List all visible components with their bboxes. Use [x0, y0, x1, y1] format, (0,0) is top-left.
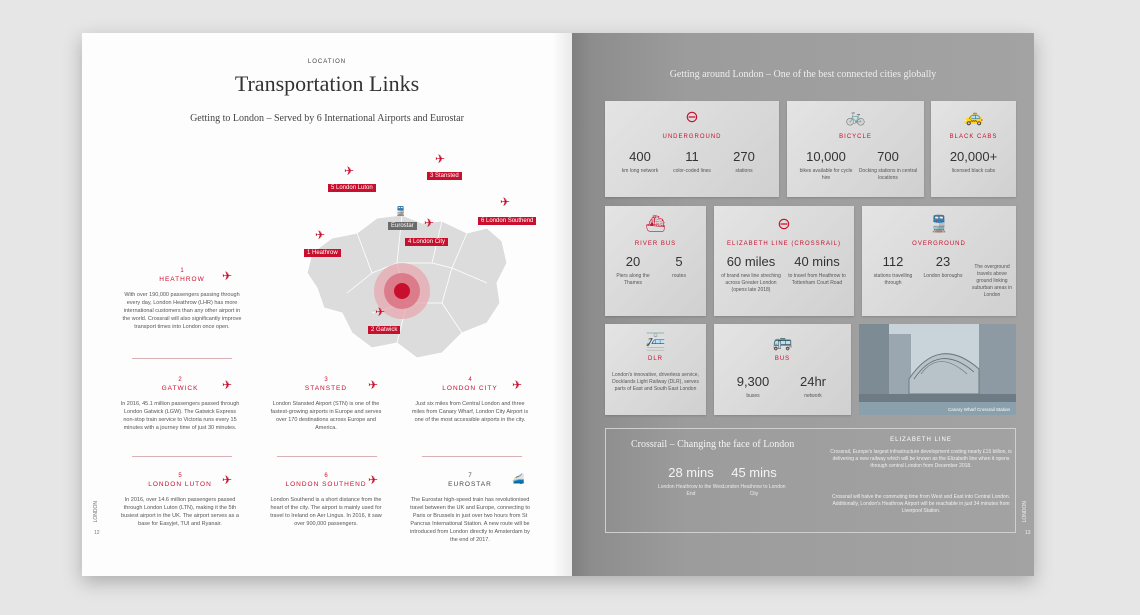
station-photo — [859, 324, 1016, 415]
stat: 10,000 bikes available for cycle hire — [799, 149, 853, 181]
plane-icon: ✈ — [315, 228, 326, 242]
page-title: Transportation Links — [234, 71, 420, 96]
airport-london-southend: 6 LONDON SOUTHEND London Southend is a short distance from the heart of the city. The airport is mainly used for travel to Ireland on Aer Lingus. In 2016, it saw over 900,000 passengers. — [270, 473, 382, 527]
eurostar: 7 EUROSTAR The Eurostar high-speed train has revolutionised travel between the UK and Europe, connecting to Paris or Brussels in just over two hours from St Pancras International Station. A new route will be introduced from London directly to Amsterdam by the end of 2017. — [410, 473, 530, 543]
train-icon: 🚄 — [512, 474, 525, 485]
photo-caption: Canary Wharf Crossrail Station — [947, 407, 1010, 412]
stat: 40 mins to travel from Heathrow to Tottenham Court Road — [788, 254, 846, 286]
canary-wharf-station-image — [859, 324, 1016, 415]
right-title: Getting around London – One of the best connected cities globally — [669, 69, 937, 80]
plane-icon: ✈ — [222, 378, 233, 392]
train-icon: 🚆 — [929, 216, 949, 233]
stat: 23 London boroughs — [923, 254, 963, 279]
page-number: 12 — [94, 530, 100, 536]
map-tag-stansted: 3 Stansted — [427, 172, 462, 180]
stat: 20,000+ licensed black cabs — [949, 149, 998, 174]
map-tag-heathrow: 1 Heathrow — [304, 249, 341, 257]
card-black-cabs: 🚕 BLACK CABS 20,000+ licensed black cabs — [931, 101, 1016, 197]
dlr-text: London's innovative, driverless service, Docklands Light Railway (DLR), serves parts of East and South East London — [612, 372, 699, 392]
bus-icon: 🚌 — [772, 334, 793, 351]
side-tab: LONDON — [93, 501, 99, 523]
right-page — [572, 33, 1034, 576]
stat: 5 routes — [672, 254, 686, 279]
stat: 45 mins London Heathrow to London City — [722, 465, 786, 497]
card-bus: 🚌 BUS 9,300 buses 24hr network — [714, 324, 851, 415]
airport-london-city: 4 LONDON CITY Just six miles from Central London and three miles from Canary Wharf, London City Airport is one of the most accessible airports in the city. — [411, 377, 529, 423]
taxi-icon: 🚕 — [963, 109, 984, 126]
dlr-train-icon: 🚈 — [645, 334, 666, 351]
plane-icon: ✈ — [368, 473, 379, 487]
elizabeth-line-heading: ELIZABETH LINE — [890, 437, 952, 443]
boat-icon: ⛴ — [645, 216, 666, 233]
divider — [277, 456, 377, 457]
plane-icon: ✈ — [375, 305, 386, 319]
card-overground: 🚆 OVERGROUND 112 stations travelling through 23 London boroughs The overground travels above ground linking suburban areas in London — [862, 206, 1016, 316]
plane-icon: ✈ — [344, 164, 355, 178]
stat: 700 Docking stations in central locations — [858, 149, 918, 181]
map-tag-eurostar: Eurostar — [388, 222, 417, 230]
card-bicycle: 🚲 BICYCLE 10,000 bikes available for cycle hire 700 Docking stations in central locations — [787, 101, 924, 197]
overground-note: The overground travels above ground linking suburban areas in London — [971, 264, 1013, 298]
page-number: 13 — [1025, 530, 1031, 536]
stat: 11 color-coded lines — [673, 149, 711, 174]
crossrail-para-2: Crossrail will halve the commuting time from West and East into Central London. Additionally, London's Heathrow Airport will be reachable in just 34 minutes from Liverpool Station. — [831, 494, 1011, 514]
plane-icon: ✈ — [435, 152, 446, 166]
side-tab: LONDON — [1022, 501, 1028, 523]
stat: 9,300 buses — [736, 374, 770, 399]
plane-icon: ✈ — [500, 195, 511, 209]
underground-icon: ⊖ — [685, 109, 699, 126]
map-tag-southend: 6 London Southend — [478, 217, 536, 225]
map-tag-city: 4 London City — [405, 238, 448, 246]
stat: 400 km long network — [621, 149, 659, 174]
crossrail-panel — [605, 428, 1016, 533]
stat: 112 stations travelling through — [873, 254, 913, 286]
stat: 24hr network — [799, 374, 827, 399]
card-underground: ⊖ UNDERGROUND 400 km long network 11 color-coded lines 270 stations — [605, 101, 779, 197]
airport-heathrow: 1 HEATHROW With over 190,000 passengers passing through every day, London Heathrow (LHR) has more international customers than any other airport in the world. Crossrail will also significantly improve transport times into London once open. — [122, 268, 242, 330]
divider — [422, 456, 522, 457]
roundel-icon: ⊖ — [777, 216, 791, 233]
bicycle-icon: 🚲 — [845, 109, 866, 126]
stat: 20 Piers along the Thames — [616, 254, 650, 286]
plane-icon: ✈ — [222, 269, 233, 283]
divider — [132, 358, 232, 359]
stat: 60 miles of brand new line streching across Greater London (opens late 2018) — [721, 254, 781, 293]
plane-icon: ✈ — [222, 473, 233, 487]
stat: 28 mins London Heathrow to the West End — [657, 465, 725, 497]
plane-icon: ✈ — [512, 378, 523, 392]
crossrail-title: Crossrail – Changing the face of London — [631, 439, 795, 450]
map-tag-gatwick: 2 Gatwick — [368, 326, 400, 334]
section-label: LOCATION — [307, 59, 347, 65]
card-dlr: 🚈 DLR London's innovative, driverless service, Docklands Light Railway (DLR), serves parts of East and South East London — [605, 324, 706, 415]
train-icon: 🚆 — [395, 206, 407, 216]
airport-gatwick: 2 GATWICK In 2016, 45.1 million passengers passed through London Gatwick (LGW). The Gatwick Express non-stop train service to Victoria runs every 15 minutes with a journey time of just 30 minutes. — [120, 377, 240, 431]
card-elizabeth-line: ⊖ ELIZABETH LINE (CROSSRAIL) 60 miles of brand new line streching across Greater London (opens late 2018) 40 mins to travel from Heathrow to Tottenham Court Road — [714, 206, 854, 316]
card-river-bus: ⛴ RIVER BUS 20 Piers along the Thames 5 routes — [605, 206, 706, 316]
plane-icon: ✈ — [368, 378, 379, 392]
airport-stansted: 3 STANSTED London Stansted Airport (STN) is one of the fastest-growing airports in Europe and serves over 170 destinations across Europe and America. — [270, 377, 382, 431]
divider — [132, 456, 232, 457]
brochure-spread — [82, 33, 1034, 576]
map-tag-luton: 5 London Luton — [328, 184, 376, 192]
crossrail-para-1: Crossrail, Europe's largest infrastructure development costing nearly £15 billion, is delivering a new railway which will be known as the Elizabeth line when it opens through central London from December 2018. — [830, 449, 1012, 469]
airport-london-luton: 5 LONDON LUTON In 2016, over 14.6 million passengers passed through London Luton (LTN), making it the 5th busiest airport in the UK. The airport serves as a base for Easyjet, TUI and Ryanair. — [121, 473, 239, 527]
page-subtitle: Getting to London – Served by 6 International Airports and Eurostar — [190, 113, 464, 124]
plane-icon: ✈ — [424, 216, 435, 230]
stat: 270 stations — [733, 149, 755, 174]
left-page — [82, 33, 572, 576]
